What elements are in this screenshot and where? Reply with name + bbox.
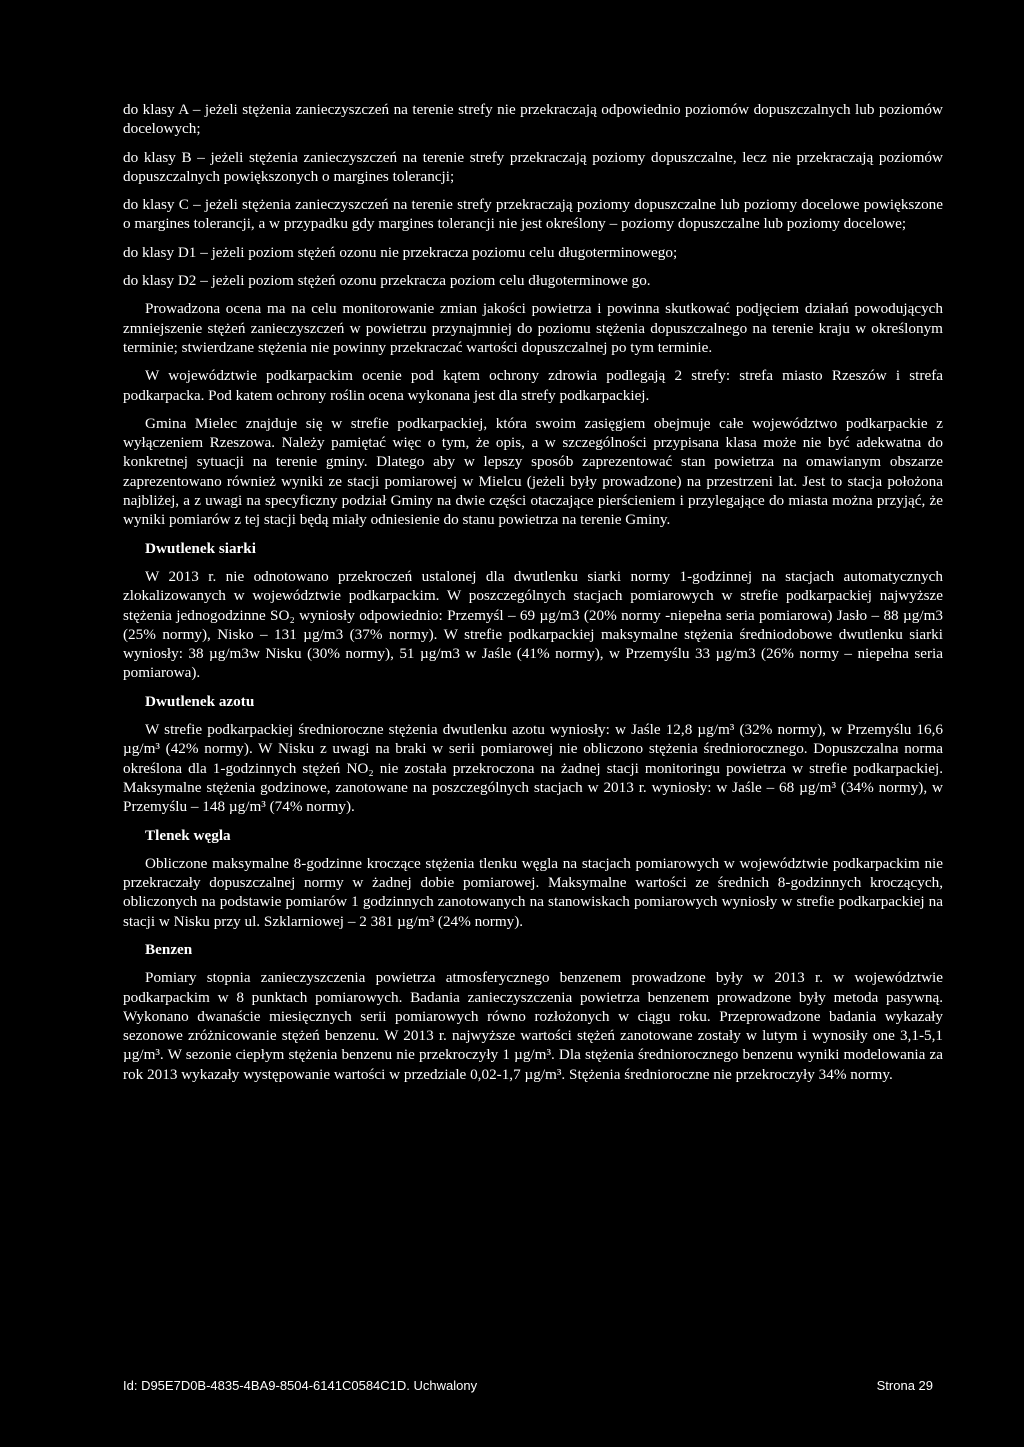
heading-benzene: Benzen <box>145 940 193 958</box>
paragraph-class-a: do klasy A – jeżeli stężenia zanieczyszczeń na terenie strefy nie przekraczają odpowiednio poziomów dopuszczalnych lub poziomów docelowych; <box>123 101 943 138</box>
paragraph-class-c: do klasy C – jeżeli stężenia zanieczyszczeń na terenie strefy przekraczają poziomy dopuszczalne lub poziomy docelowe powiększone o margines tolerancji, a w przypadku gdy margines tolerancji nie jest określony – poziomy dopuszczalne lub poziomy docelowe; <box>123 196 943 233</box>
document-body <box>123 100 943 1093</box>
paragraph-zones: W województwie podkarpackim ocenie pod kątem ochrony zdrowia podlegają 2 strefy: strefa miasto Rzeszów i strefa podkarpacka. Pod katem ochrony roślin ocena wykonana jest dla strefy podkarpackiej. <box>123 367 943 404</box>
paragraph-carbon-monoxide: Obliczone maksymalne 8-godzinne kroczące stężenia tlenku węgla na stacjach pomiarowych w województwie podkarpackim nie przekraczały dopuszczalnej normy w żadnej dobie pomiarowej. Maksymalne wartości ze średnich 8-godzinnych kroczących, obliczonych na podstawie pomiarów 1 godzinnych zanotowanych na stanowiskach pomiarowych wyniosły w strefie podkarpackiej na stacji w Nisku przy ul. Szklarniowej – 2 381 µg/m³ (24% normy). <box>123 854 943 930</box>
paragraph-gmina-mielec: Gmina Mielec znajduje się w strefie podkarpackiej, która swoim zasięgiem obejmuje całe województwo podkarpackie z wyłączeniem Rzeszowa. Należy pamiętać więc o tym, że opis, a w szczególności przypisana klasa może nie być adekwatna do konkretnej sytuacji na terenie gminy. Dlatego aby w lepszy sposób zaprezentować stan powietrza na omawianym obszarze zaprezentowano również wyniki ze stacji pomiarowej w Mielcu (jeżeli były prowadzone) na przestrzeni lat. Jest to stacja położona najbliżej, a z uwagi na specyficzny podział Gminy na dwie części otaczające pierścieniem i przylegające do miasta można przyjąć, że wyniki pomiarów z tej stacji będą miały odniesienie do stanu powietrza na terenie Gminy. <box>123 414 943 529</box>
heading-sulfur-dioxide: Dwutlenek siarki <box>145 539 256 557</box>
heading-nitrogen-dioxide: Dwutlenek azotu <box>145 692 255 710</box>
paragraph-sulfur-dioxide: W 2013 r. nie odnotowano przekroczeń ustalonej dla dwutlenku siarki normy 1-godzinnej na stacjach automatycznych zlokalizowanych w województwie podkarpackim. W poszczególnych stacjach pomiarowych w strefie podkarpackiej najwyższe stężenia jednogodzinne SO₂ wyniosły odpowiednio: Przemyśl – 69 µg/m3 (20% normy -niepełna seria pomiarowa) Jasło – 88 µg/m3 (25% normy), Nisko – 131 µg/m3 (37% normy). W strefie podkarpackiej maksymalne stężenia średniodobowe dwutlenku siarki wyniosły: 38 µg/m3w Nisku (30% normy), 51 µg/m3 w Jaśle (41% normy), w Przemyślu 33 µg/m3 (26% normy – niepełna seria pomiarowa). <box>123 567 943 682</box>
page-footer <box>123 1378 933 1394</box>
heading-carbon-monoxide: Tlenek węgla <box>145 826 231 844</box>
paragraph-class-d1: do klasy D1 – jeżeli poziom stężeń ozonu nie przekracza poziomu celu długoterminowego; <box>123 243 678 261</box>
paragraph-benzene: Pomiary stopnia zanieczyszczenia powietrza atmosferycznego benzenem prowadzone były w 2013 r. w województwie podkarpackim w 8 punktach pomiarowych. Badania zanieczyszczenia powietrza benzenem prowadzone były metoda pasywną. Wykonano dwanaście miesięcznych serii pomiarowych równo rozłożonych w ciągu roku. Przeprowadzone badania wykazały sezonowe zróżnicowanie stężeń benzenu. W 2013 r. najwyższe wartości stężeń zanotowane zostały w lutym i wynosiły one 3,1-5,1 µg/m³. W sezonie ciepłym stężenia benzenu nie przekroczyły 1 µg/m³. Dla stężenia średniorocznego benzenu wyniki modelowania za rok 2013 wykazały występowanie wartości w przedziale 0,02-1,7 µg/m³. Stężenia średnioroczne nie przekroczyły 34% normy. <box>123 969 943 1083</box>
paragraph-class-d2: do klasy D2 – jeżeli poziom stężeń ozonu przekracza poziom celu długoterminowe go. <box>123 272 651 290</box>
document-id: Id: D95E7D0B-4835-4BA9-8504-6141C0584C1D. Uchwalony <box>123 1378 478 1393</box>
paragraph-assessment: Prowadzona ocena ma na celu monitorowanie zmian jakości powietrza i powinna skutkować podjęciem działań powodujących zmniejszenie stężeń zanieczyszczeń w powietrzu przynajmniej do poziomu stężenia dopuszczalnego na terenie kraju w określonym terminie; stwierdzane stężenia nie powinny przekraczać wartości dopuszczalnej po tym terminie. <box>123 300 943 356</box>
paragraph-nitrogen-dioxide: W strefie podkarpackiej średnioroczne stężenia dwutlenku azotu wyniosły: w Jaśle 12,8 µg/m³ (32% normy), w Przemyślu 16,6 µg/m³ (42% normy). W Nisku z uwagi na braki w serii pomiarowej nie obliczono stężenia średniorocznego. Dopuszczalna norma określona dla 1-godzinnych stężeń NO₂ nie została przekroczona na żadnej stacji monitoringu powietrza w strefie podkarpackiej. Maksymalne stężenia godzinowe, zanotowane na poszczególnych stacjach w 2013 r. wyniosły: w Jaśle – 68 µg/m³ (34% normy), w Przemyślu – 148 µg/m³ (74% normy). <box>123 721 943 816</box>
paragraph-class-b: do klasy B – jeżeli stężenia zanieczyszczeń na terenie strefy przekraczają poziomy dopuszczalne, lecz nie przekraczają poziomów dopuszczalnych powiększonych o margines tolerancji; <box>123 148 943 185</box>
page-number: Strona 29 <box>876 1378 933 1393</box>
